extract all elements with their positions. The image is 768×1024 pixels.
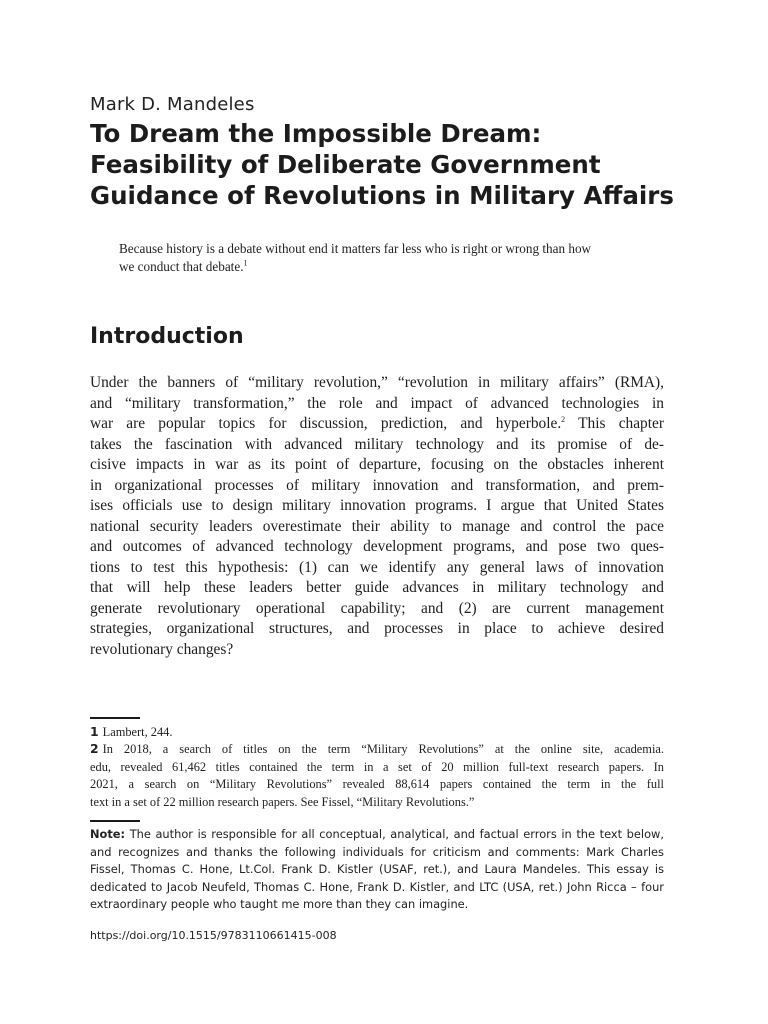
note-label: Note: — [90, 827, 126, 841]
body-line: takes the fascination with advanced military technology and its promise of de- — [90, 435, 664, 453]
footnote-line: edu, revealed 61,462 titles contained the term in a set of 20 million full-text research papers. In — [90, 759, 664, 774]
footnote-2 — [90, 740, 664, 811]
author-name: Mark D. Mandeles — [90, 94, 255, 115]
body-line: strategies, organizational structures, and processes in place to achieve desired — [90, 620, 664, 637]
body-line: national security leaders overestimate their ability to manage and control the pace — [90, 517, 664, 535]
body-line: that will help these leaders better guide advances in military technology and — [90, 579, 664, 596]
title-line: Guidance of Revolutions in Military Affairs — [90, 181, 674, 210]
footnote-line — [90, 723, 664, 742]
footnote-number: 1 — [90, 724, 99, 739]
body-line: revolutionary changes? — [90, 640, 234, 658]
body-line: ises officials use to design military innovation programs. I argue that United States — [90, 497, 664, 514]
footnote-line: 2021, a search on “Military Revolutions” revealed 88,614 papers contained the term in the full — [90, 777, 664, 791]
body-text: This chapter — [565, 415, 664, 432]
body-line: generate revolutionary operational capability; and (2) are current management — [90, 599, 664, 617]
body-line: tions to test this hypothesis: (1) can we identify any general laws of innovation — [90, 558, 664, 576]
note-line: dedicated to Jacob Neufeld, Thomas C. Hone, Frank D. Kistler, and LTC (USA, ret.) John Ricca – four — [90, 879, 664, 894]
author-note — [90, 826, 664, 914]
note-line: extraordinary people who taught me more than they can imagine. — [90, 897, 469, 911]
footnote-1 — [90, 723, 664, 742]
footnote-line — [90, 740, 664, 759]
note-rule — [90, 820, 140, 822]
body-line: and outcomes of advanced technology development programs, and pose two ques- — [90, 538, 664, 555]
footnote-number: 2 — [90, 741, 99, 756]
title-line: Feasibility of Deliberate Government — [90, 150, 601, 179]
note-line: and recognizes and thanks the following individuals for criticism and comments: Mark Charles — [90, 844, 664, 859]
footnote-line: text in a set of 22 million research papers. See Fissel, “Military Revolutions.” — [90, 794, 475, 809]
epigraph-text: we conduct that debate. — [119, 258, 244, 274]
footnote-text: Lambert, 244. — [102, 725, 173, 739]
body-line — [90, 414, 664, 435]
footnote-text: In 2018, a search of titles on the term “Military Revolutions” at the online site, academia. — [102, 742, 664, 756]
footnote-rule — [90, 717, 140, 719]
section-heading: Introduction — [90, 324, 244, 349]
chapter-title — [90, 118, 674, 211]
epigraph-line — [119, 258, 665, 276]
note-line: Fissel, Thomas C. Hone, Lt.Col. Frank D. Kistler (USAF, ret.), and Laura Mandeles. This essay is — [90, 862, 664, 876]
body-line: Under the banners of “military revolution,” “revolution in military affairs” (RMA), — [90, 374, 664, 391]
note-text: The author is responsible for all conceptual, analytical, and factual errors in the text below, — [129, 827, 664, 841]
body-paragraph — [90, 373, 664, 660]
body-line: cisive impacts in war as its point of departure, focusing on the obstacles inherent — [90, 456, 664, 473]
title-line: To Dream the Impossible Dream: — [90, 119, 542, 148]
epigraph — [119, 240, 665, 275]
note-line — [90, 826, 664, 844]
footnote-mark: 2 — [561, 414, 566, 424]
footnote-mark: 1 — [243, 258, 248, 268]
body-line: and “military transformation,” the role and impact of advanced technologies in — [90, 394, 664, 412]
doi-link[interactable]: https://doi.org/10.1515/9783110661415-008 — [90, 929, 337, 942]
epigraph-line: Because history is a debate without end it matters far less who is right or wrong than how — [119, 241, 592, 256]
body-text: war are popular topics for discussion, prediction, and hyperbole. — [90, 415, 562, 432]
body-line: in organizational processes of military innovation and transformation, and prem- — [90, 476, 664, 494]
